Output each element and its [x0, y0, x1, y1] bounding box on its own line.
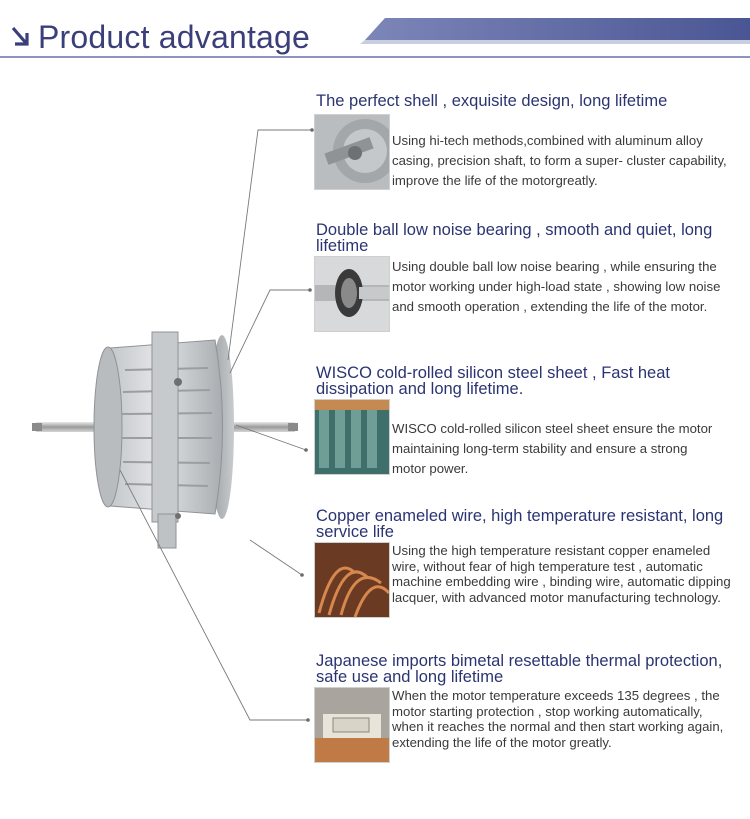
feature-title: The perfect shell , exquisite design, long lifetime	[316, 92, 668, 110]
motor-photo	[30, 330, 300, 560]
feature-description: Using the high temperature resistant copper enameled wire, without fear of high temperature test , automatic machine embedding wire , binding wire, automatic dipping lacquer, with advanced motor manufacturing technology.	[392, 543, 731, 605]
feature-title: Japanese imports bimetal resettable thermal protection, safe use and long lifetime	[316, 652, 723, 686]
feature-description: Using double ball low noise bearing , while ensuring the motor working under high-load state , showing low noise and smooth operation , extending the life of the motor.	[392, 259, 721, 314]
aluminum-shell-photo	[314, 114, 390, 190]
feature-title: Copper enameled wire, high temperature resistant, long service life	[316, 507, 724, 541]
feature-title: Double ball low noise bearing , smooth and quiet, long lifetime	[316, 221, 713, 255]
arrow-down-right-icon	[10, 25, 32, 51]
section-header	[0, 0, 750, 62]
page-title: Product advantage	[38, 19, 311, 55]
feature-description: Using hi-tech methods,combined with aluminum alloy casing, precision shaft, to form a super- cluster capability, improve the life of the motorgreatly.	[392, 133, 727, 188]
copper-winding-photo	[314, 542, 390, 618]
thermal-protector-photo	[314, 687, 390, 763]
ball-bearing-photo	[314, 256, 390, 332]
feature-description: WISCO cold-rolled silicon steel sheet ensure the motor maintaining long-term stability and ensure a strong motor power.	[392, 421, 713, 476]
feature-title: WISCO cold-rolled silicon steel sheet , Fast heat dissipation and long lifetime.	[316, 364, 670, 398]
feature-description: When the motor temperature exceeds 135 degrees , the motor starting protection , stop working automatically, when it reaches the normal and then start working again, extending the life of the motor greatly.	[392, 688, 724, 750]
steel-stator-photo	[314, 399, 390, 475]
